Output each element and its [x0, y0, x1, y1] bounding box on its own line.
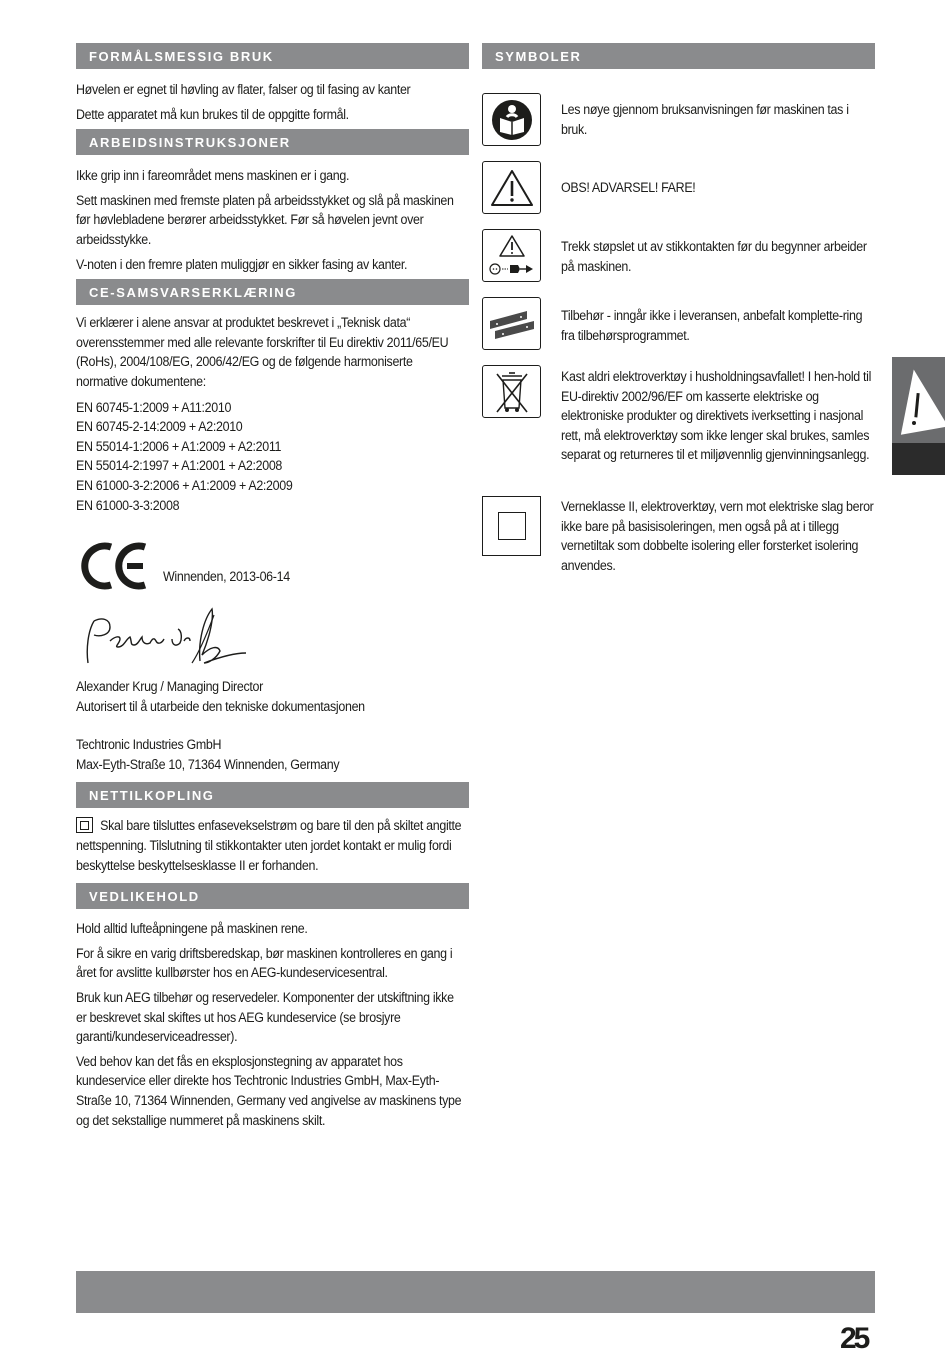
standard-5: EN 61000-3-2:2006 + A1:2009 + A2:2009: [76, 477, 293, 493]
left-column: [76, 43, 469, 1130]
ce-mark-icon: [81, 541, 151, 591]
side-tab-footer: [892, 443, 945, 475]
place-date: Winnenden, 2013-06-14: [163, 569, 290, 585]
maintenance-text-2: For å sikre en varig driftsberedskap, bør maskinen kontrolleres en gang i året for avslitte kullbørster hos en AEG-kundeservicesentral.: [76, 945, 453, 981]
section-heading-ce: CE-SAMSVARSERKLÆRING: [76, 279, 469, 305]
exclamation-icon: [895, 365, 945, 437]
work-text-3: V-noten i den fremre platen muliggjør en sikker fasing av kanter.: [76, 256, 408, 272]
standard-4: EN 55014-2:1997 + A1:2001 + A2:2008: [76, 458, 283, 474]
maintenance-text-1: Hold alltid lufteåpningene på maskinen rene.: [76, 921, 308, 937]
mains-text: Skal bare tilsluttes enfasevekselstrøm og bare til den på skiltet angitte nettspenning. Tilslutning til stikkontakter uten jordet kontakt er mulig fordi beskyttelse beskyttelsesklasse II er forhanden.: [76, 818, 462, 873]
symbol-row-disposal: [482, 365, 875, 485]
company-address: Max-Eyth-Straße 10, 71364 Winnenden, Germany: [76, 756, 340, 772]
signer-name: Alexander Krug / Managing Director: [76, 679, 263, 695]
symbol-row-warning: [482, 161, 875, 217]
page-number: 25: [840, 1322, 868, 1355]
symbol-text-read-manual: Les nøye gjennom bruksanvisningen før maskinen tas i bruk.: [561, 102, 849, 137]
symbol-text-disposal: Kast aldri elektroverktøy i husholdningsavfallet! I hen-hold til EU-direktiv 2002/96/EF om kasserte elektriske og elektroniske produkter og direktivets iverksetting i nasjonal rett, må elektroverktøy som ikke lenger skal brukes, samles separat og returneres til et miljøvennlig gjenvinningsanlegg.: [561, 369, 872, 463]
unplug-warning-icon: [482, 229, 541, 282]
class-ii-icon: [482, 496, 541, 556]
right-column: [482, 43, 875, 603]
symbol-row-class-ii: [482, 496, 875, 586]
section-heading-work: ARBEIDSINSTRUKSJONER: [76, 129, 469, 155]
read-manual-icon: [482, 93, 541, 146]
standard-2: EN 60745-2-14:2009 + A2:2010: [76, 419, 243, 435]
section-heading-symbols: SYMBOLER: [482, 43, 875, 69]
maintenance-text-4: Ved behov kan det fås en eksplosjonstegning av apparatet hos kundeservice eller direkte hos Techtronic Industries GmbH, Max-Eyth-Straße 10, 71364 Winnenden, Germany ved angivelse av maskinens type og det sekstallige nummeret på maskinens skilt.: [76, 1053, 462, 1128]
ce-text: Vi erklærer i alene ansvar at produktet beskrevet i „Teknisk data“ overensstemmer med alle relevante forskrifter til Eu direktiv 2011/65/EU (RoHs), 2004/108/EG, 2006/42/EG og de følgende harmoniserte normative dokumentene:: [76, 315, 449, 389]
symbol-row-read-manual: [482, 93, 875, 149]
standard-6: EN 61000-3-3:2008: [76, 497, 180, 513]
purpose-text-1: Høvelen er egnet til høvling av flater, falser og til fasing av kanter: [76, 82, 411, 97]
work-text-1: Ikke grip inn i fareområdet mens maskinen er i gang.: [76, 168, 350, 184]
footer-bar: [76, 1271, 875, 1313]
standard-1: EN 60745-1:2009 + A11:2010: [76, 399, 232, 415]
section-heading-maintenance: VEDLIKEHOLD: [76, 883, 469, 909]
maintenance-text-3: Bruk kun AEG tilbehør og reservedeler. Komponenter der utskiftning ikke er beskrevet skal skiftes ut hos AEG kundeservice (se brosjyre garanti/kundeserviceadresser).: [76, 990, 454, 1045]
mains-paragraph: [76, 816, 469, 875]
work-text-2: Sett maskinen med fremste platen på arbeidsstykket og slå på maskinen før høvlebladene berører arbeidsstykket. Før så høvelen jevnt over arbeidsstykke.: [76, 192, 454, 247]
symbol-row-accessory: [482, 297, 875, 353]
symbol-text-unplug: Trekk støpslet ut av stikkontakten før du begynner arbeider på maskinen.: [561, 239, 867, 274]
section-heading-mains: NETTILKOPLING: [76, 782, 469, 808]
warning-icon: [482, 161, 541, 214]
symbol-text-class-ii: Verneklasse II, elektroverktøy, vern mot elektriske slag beror ikke bare på basisisoleringen, men også på at i tillegg vernetiltak som dobbelte isolering eller forsterket isolering anvendes.: [561, 499, 874, 573]
symbol-text-accessory: Tilbehør - inngår ikke i leveransen, anbefalt komplette-ring fra tilbehørsprogrammet.: [561, 308, 863, 343]
accessory-blades-icon: [482, 297, 541, 350]
section-heading-purpose: FORMÅLSMESSIG BRUK: [76, 43, 469, 69]
symbol-row-unplug: [482, 229, 875, 285]
company-name: Techtronic Industries GmbH: [76, 737, 222, 753]
signature-icon: [80, 601, 250, 681]
crossed-bin-icon: [482, 365, 541, 418]
authorized-text: Autorisert til å utarbeide den tekniske dokumentasjonen: [76, 698, 365, 714]
purpose-text-2: Dette apparatet må kun brukes til de oppgitte formål.: [76, 106, 349, 122]
standard-3: EN 55014-1:2006 + A1:2009 + A2:2011: [76, 438, 282, 454]
ce-signature-block: [76, 515, 469, 677]
symbol-text-warning: OBS! ADVARSEL! FARE!: [561, 180, 696, 195]
